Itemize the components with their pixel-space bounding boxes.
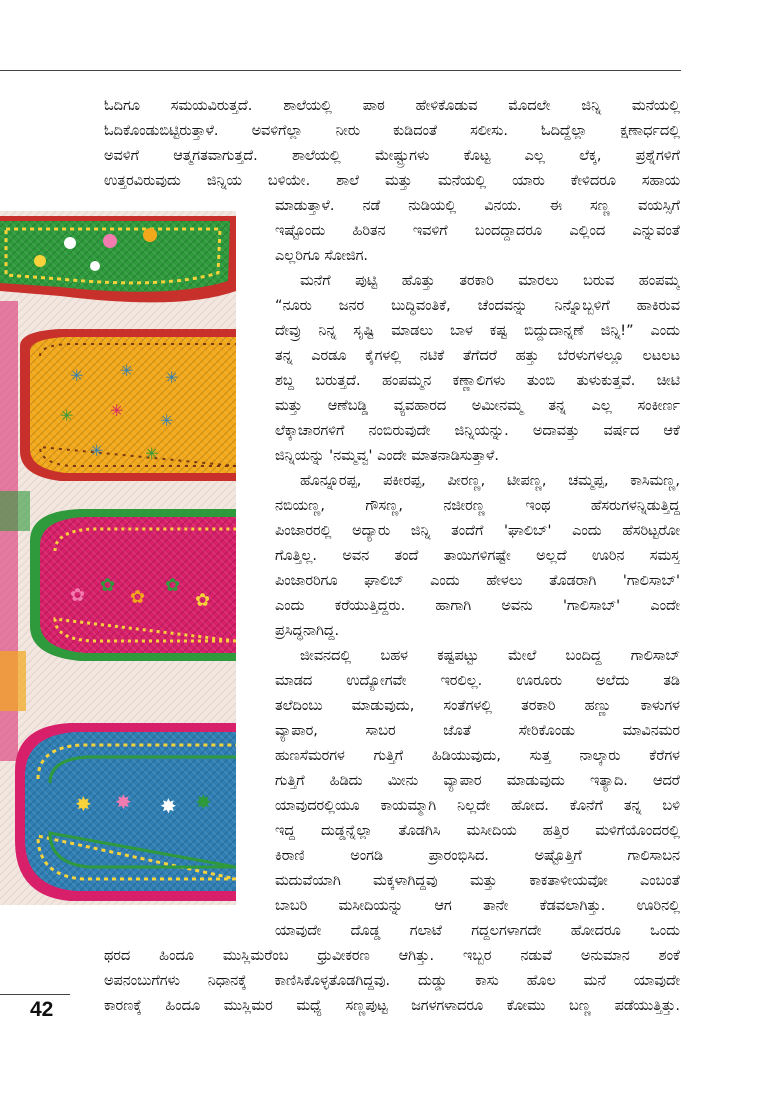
text-line: ಇಷ್ಟೊಂದು ಹಿರಿತನ ಇವಳಿಗೆ ಬಂದದ್ದಾದರೂ ಎಲ್ಲಿಂದ ಎನ್ನುವಂತೆ <box>275 223 680 239</box>
svg-text:✿: ✿ <box>165 575 181 596</box>
text-line: ಹುಣಸೆಮರಗಳ ಗುತ್ತಿಗೆ ಹಿಡಿಯುವುದು, ಸುತ್ತ ನಾಲ್ಕಾರು ಕೆರೆಗಳ <box>275 748 680 764</box>
svg-text:✸: ✸ <box>160 794 177 818</box>
svg-text:✳: ✳ <box>145 444 159 463</box>
fan-pink <box>30 509 236 661</box>
page-number: 42 <box>30 998 54 1021</box>
svg-text:✿: ✿ <box>70 585 86 606</box>
text-line: ಉತ್ತರವಿರುವುದು ಜಿನ್ನಿಯ ಬಳಿಯೇ. ಶಾಲೆ ಮತ್ತು ಮನೆಯಲ್ಲಿ ಯಾರು ಕೇಳಿದರೂ ಸಹಾಯ <box>104 173 680 189</box>
svg-text:✳: ✳ <box>160 411 174 430</box>
text-line: ಹೊನ್ನೂರಪ್ಪ, ಪಕೀರಪ್ಪ, ಪೀರಣ್ಣ, ಟೀಪಣ್ಣ, ಚಮ್ಮಪ್ಪ, ಕಾಸಿಮಣ್ಣ, <box>300 473 680 489</box>
text-line: ಓದಿಗೂ ಸಮಯವಿರುತ್ತದೆ. ಶಾಲೆಯಲ್ಲಿ ಪಾಠ ಹೇಳಿಕೊಡುವ ಮೊದಲೇ ಜಿನ್ನಿ ಮನೆಯಲ್ಲಿ <box>104 98 680 114</box>
text-line: ಯಾವುದರಲ್ಲಿಯೂ ಕಾಯಮ್ಮಾಗಿ ನಿಲ್ಲದೇ ಹೋದ. ಕೊನೆಗೆ ತನ್ನ ಬಳಿ <box>275 798 680 814</box>
top-rule <box>0 70 681 71</box>
text-line: “ನೂರು ಜನರ ಬುದ್ಧಿವಂತಿಕೆ, ಚೆಂದವನ್ನು ನಿನ್ನೊಬ್ಬಳಿಗೆ ಹಾಕಿರುವ <box>275 298 680 314</box>
text-line: ವ್ಯಾಪಾರ, ಸಾಬರ ಜೊತೆ ಸೇರಿಕೊಂಡು ಮಾವಿನಮರ <box>275 723 680 739</box>
svg-text:✳: ✳ <box>60 406 74 425</box>
svg-text:✿: ✿ <box>100 575 116 596</box>
text-line: ಅವಳಿಗೆ ಆತ್ಮಗತವಾಗುತ್ತದೆ. ಶಾಲೆಯಲ್ಲಿ ಮೇಷ್ಟ್ರುಗಳು ಕೊಟ್ಟ ಎಲ್ಲ ಲೆಕ್ಕ, ಪ್ರಶ್ನೆಗಳಿಗೆ <box>104 148 680 164</box>
text-line: ಥರದ ಹಿಂದೂ ಮುಸ್ಲಿಮರೆಂಬ ಧ್ರುವೀಕರಣ ಆಗಿತ್ತು. ಇಬ್ಬರ ನಡುವೆ ಅನುಮಾನ ಶಂಕೆ <box>104 948 680 964</box>
text-line: ಮತ್ತು ಆಣೆಬಡ್ಡಿ ವ್ಯವಹಾರದ ಅಮೀನಮ್ಮ ತನ್ನ ಎಲ್ಲ ಸಂಕೀರ್ಣ <box>275 398 680 414</box>
text-line: ಲೆಕ್ಕಾಚಾರಗಳಿಗೆ ನಂಬಿರುವುದೇ ಜಿನ್ನಿಯನ್ನು. ಅದಾವತ್ತು ವರ್ಷದ ಆಕೆ <box>275 423 680 439</box>
text-line: ತನ್ನ ಎರಡೂ ಕೈಗಳಲ್ಲಿ ನಟಿಕೆ ತೆಗೆದರೆ ಹತ್ತು ಬೆರಳುಗಳಲ್ಲೂ ಲಟಲಟ <box>275 348 680 364</box>
fan-blue <box>15 723 236 901</box>
text-line: ಮಾಡುತ್ತಾಳೆ. ನಡೆ ನುಡಿಯಲ್ಲಿ ವಿನಯ. ಈ ಸಣ್ಣ ವಯಸ್ಸಿಗೆ <box>275 198 680 214</box>
svg-text:✸: ✸ <box>75 792 92 816</box>
svg-text:✸: ✸ <box>115 790 132 814</box>
text-line: ಮಾಡದ ಉದ್ಯೋಗವೇ ಇರಲಿಲ್ಲ. ಊರೂರು ಅಲೆದು ತಡಿ <box>275 673 680 689</box>
text-line: ಮನೆಗೆ ಪುಟ್ಟಿ ಹೊತ್ತು ತರಕಾರಿ ಮಾರಲು ಬರುವ ಹಂಪಮ್ಮ <box>300 273 680 289</box>
svg-text:✳: ✳ <box>70 366 84 385</box>
text-line: ಓದಿಕೊಂಡುಬಿಟ್ಟಿರುತ್ತಾಳೆ. ಅವಳಿಗೆಲ್ಲಾ ನೀರು ಕುಡಿದಂತೆ ಸಲೀಸು. ಓದಿದ್ದೆಲ್ಲಾ ಕ್ಷಣಾರ್ಧದಲ್ಲಿ <box>104 123 680 139</box>
text-line: ನಬಿಯಣ್ಣ, ಗೌಸಣ್ಣ, ನಜೀರಣ್ಣ ಇಂಥ ಹೆಸರುಗಳನ್ನಿಡುತ್ತಿದ್ದ <box>275 498 680 514</box>
text-line: ಯಾವುದೇ ದೊಡ್ಡ ಗಲಾಟೆ ಗದ್ದಲಗಳಾಗದೇ ಹೋದರೂ ಒಂದು <box>275 923 680 939</box>
text-line: ಜೀವನದಲ್ಲಿ ಬಹಳ ಕಷ್ಟಪಟ್ಟು ಮೇಲೆ ಬಂದಿದ್ದ ಗಾಲಿಸಾಬ್ <box>300 648 680 664</box>
svg-text:✳: ✳ <box>120 361 134 380</box>
text-line: ದೇವ್ರು ನಿನ್ನ ಸೃಷ್ಟಿ ಮಾಡಲು ಬಾಳ ಕಷ್ಟ ಬಿದ್ದುದಾನ್ನಣೆ ಜಿನ್ನಿ!” ಎಂದು <box>275 323 680 339</box>
text-line: ಬಾಬರಿ ಮಸೀದಿಯನ್ನು ಆಗ ತಾನೇ ಕೆಡವಲಾಗಿತ್ತು. ಊರಿನಲ್ಲಿ <box>275 898 680 914</box>
woven-fans-photo <box>0 211 236 905</box>
text-line: ಶಬ್ದ ಬರುತ್ತದೆ. ಹಂಪಮ್ಮನ ಕಣ್ಣಾಲಿಗಳು ತುಂಬಿ ತುಳುಕುತ್ತವೆ. ಚೀಟಿ <box>275 373 680 389</box>
text-line: ಎಲ್ಲರಿಗೂ ಸೋಜಿಗ. <box>275 248 368 264</box>
text-line: ಗೊತ್ತಿಲ್ಲ. ಅವನ ತಂದೆ ತಾಯಿಗಳಿಗಷ್ಟೇ ಅಲ್ಲದೆ ಊರಿನ ಸಮಸ್ತ <box>275 548 680 564</box>
text-line: ಜಿನ್ನಿಯನ್ನು 'ನಮ್ಮವ್ವ' ಎಂದೇ ಮಾತನಾಡಿಸುತ್ತಾಳೆ. <box>275 448 499 464</box>
text-line: ಪ್ರಸಿದ್ಧನಾಗಿದ್ದ. <box>275 623 340 639</box>
svg-text:✿: ✿ <box>195 590 211 611</box>
svg-text:✳: ✳ <box>90 441 104 460</box>
text-line: ಕಾರಣಕ್ಕೆ ಹಿಂದೂ ಮುಸ್ಲಿಮರ ಮಧ್ಯೆ ಸಣ್ಣಪುಟ್ಟ ಜಗಳಗಳಾದರೂ ಕೋಮು ಬಣ್ಣ ಪಡೆಯುತ್ತಿತ್ತು. <box>104 998 680 1014</box>
footer-rule <box>0 994 70 995</box>
svg-text:✿: ✿ <box>130 587 146 608</box>
text-line: ಕಿರಾಣಿ ಅಂಗಡಿ ಪ್ರಾರಂಭಿಸಿದ. ಅಷ್ಟೊತ್ತಿಗೆ ಗಾಲಿಸಾಬನ <box>275 848 680 864</box>
text-line: ಇದ್ದ ದುಡ್ಡನ್ನೆಲ್ಲಾ ತೊಡಗಿಸಿ ಮಸೀದಿಯ ಹತ್ತಿರ ಮಳಿಗೆಯೊಂದರಲ್ಲಿ <box>275 823 680 839</box>
text-line: ಗುತ್ತಿಗೆ ಹಿಡಿದು ಮೀನು ವ್ಯಾಪಾರ ಮಾಡುವುದು ಇತ್ಯಾದಿ. ಆದರೆ <box>275 773 680 789</box>
text-line: ಪಿಂಜಾರರಲ್ಲಿ ಅದ್ಯಾರು ಜಿನ್ನಿ ತಂದೆಗೆ 'ಘಾಲಿಬ್' ಎಂದು ಹೆಸರಿಟ್ಟರೋ <box>275 523 680 539</box>
text-line: ಮದುವೆಯಾಗಿ ಮಕ್ಕಳಾಗಿದ್ದವು ಮತ್ತು ಕಾಕತಾಳೀಯವೋ ಎಂಬಂತೆ <box>275 873 680 889</box>
svg-text:✸: ✸ <box>195 790 212 814</box>
text-line: ಎಂದು ಕರೆಯುತ್ತಿದ್ದರು. ಹಾಗಾಗಿ ಅವನು 'ಗಾಲಿಸಾಬ್' ಎಂದೇ <box>275 598 680 614</box>
woven-fans-illustration <box>0 211 236 905</box>
text-line: ಅಪನಂಬುಗೆಗಳು ನಿಧಾನಕ್ಕೆ ಕಾಣಿಸಿಕೊಳ್ಳತೊಡಗಿದ್ದವು. ದುಡ್ಡು ಕಾಸು ಹೊಲ ಮನೆ ಯಾವುದೇ <box>104 973 680 989</box>
fan-orange <box>20 329 236 481</box>
svg-text:✳: ✳ <box>165 368 179 387</box>
text-line: ಪಿಂಜಾರರಿಗೂ ಘಾಲಿಬ್ ಎಂದು ಹೇಳಲು ತೊಡರಾಗಿ 'ಗಾಲಿಸಾಬ್' <box>275 573 680 589</box>
svg-text:✳: ✳ <box>110 401 124 420</box>
text-line: ತಲೆದಿಂಬು ಮಾಡುವುದು, ಸಂತೆಗಳಲ್ಲಿ ತರಕಾರಿ ಹಣ್ಣು ಕಾಳುಗಳ <box>275 698 680 714</box>
fan-green <box>0 216 236 302</box>
